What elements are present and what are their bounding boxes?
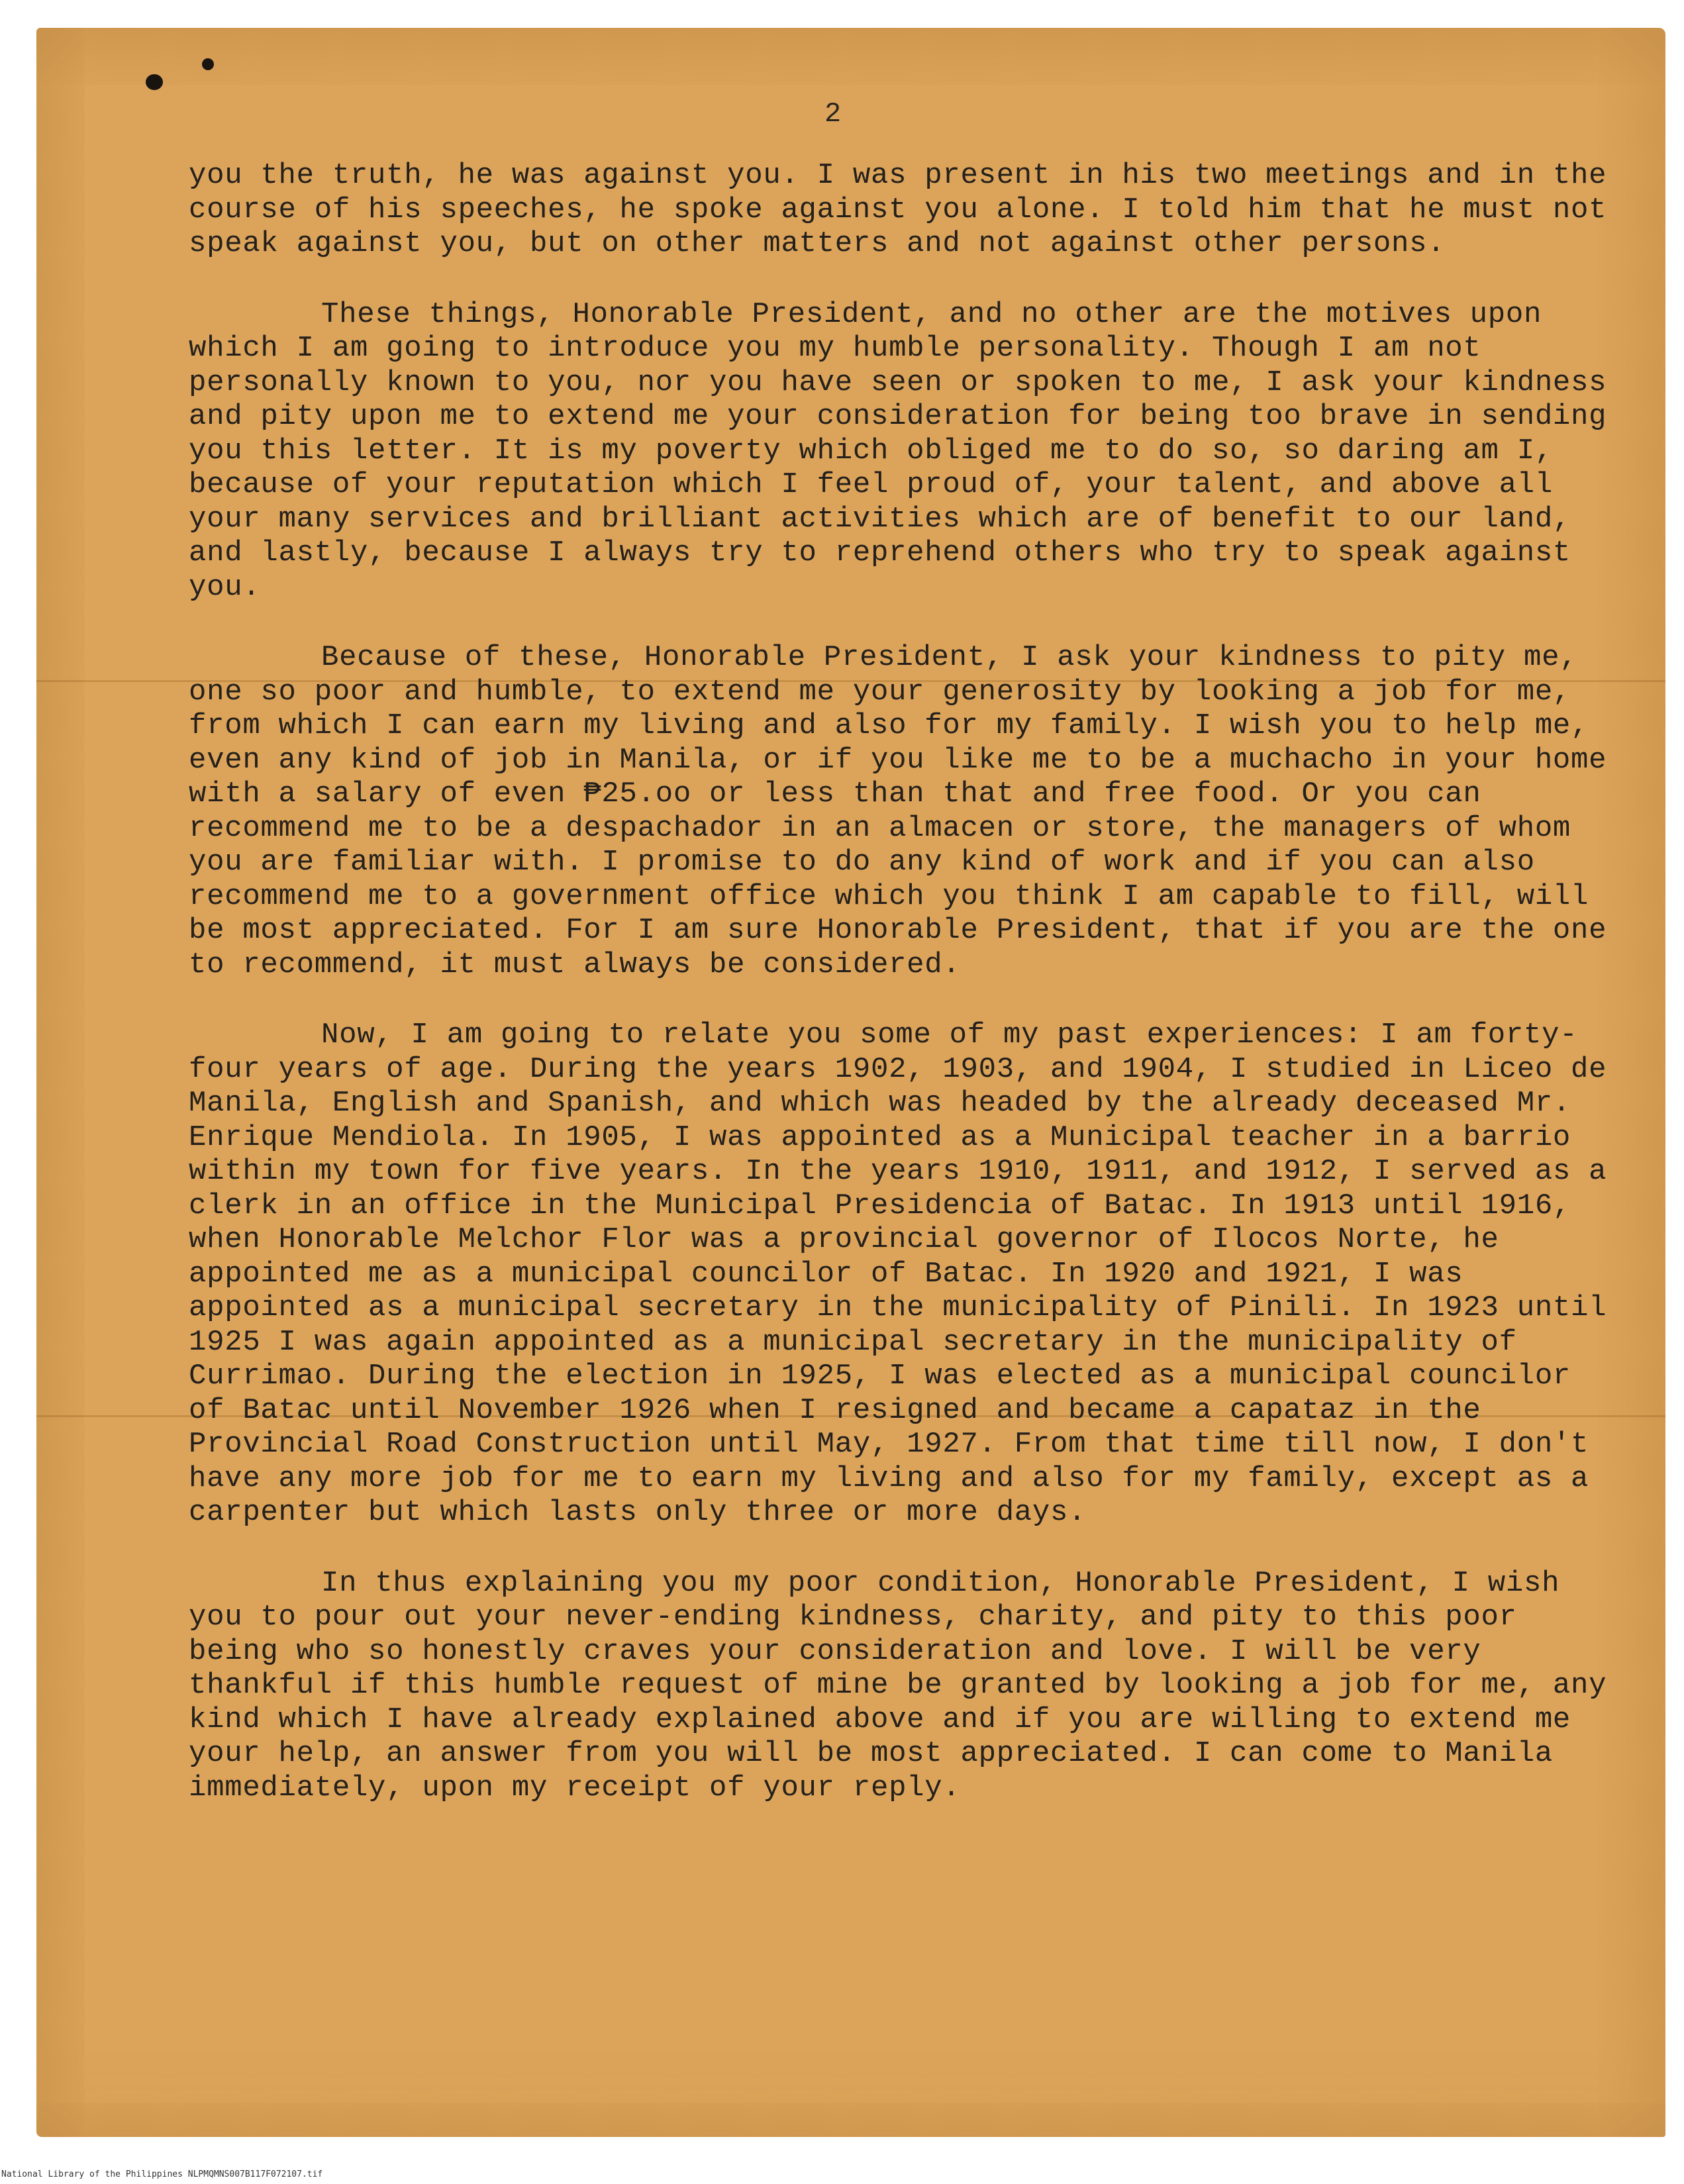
paragraph: Now, I am going to relate you some of my past experiences: I am forty-four years of age. During the years 1902, 1903, and 1904, I studied in Liceo de Manila, English and Spanish, and which was headed by the already deceased Mr. Enrique Mendiola. In 1905, I was appointed as a Municipal teacher in a barrio within my town for five years. In the years 1910, 1911, and 1912, I served as a clerk in an office in the Municipal Presidencia of Batac. In 1913 until 1916, when Honorable Melchor Flor was a provincial governor of Ilocos Norte, he appointed me as a municipal councilor of Batac. In 1920 and 1921, I was appointed as a municipal secretary in the municipality of Pinili. In 1923 until 1925 I was again appointed as a municipal secretary in the municipality of Currimao. During the election in 1925, I was elected as a municipal councilor of Batac until November 1926 when I resigned and became a capataz in the Provincial Road Construction until May, 1927. From that time till now, I don't have any more job for me to earn my living and also for my family, except as a carpenter but which lasts only three or more days.: [189, 1018, 1607, 1529]
paragraph: Because of these, Honorable President, I ask your kindness to pity me, one so poor and humble, to extend me your generosity by looking a job for me, from which I can earn my living and also for my family. I wish you to help me, even any kind of job in Manila, or if you like me to be a muchacho in your home with a salary of even ₱25.oo or less than that and free food. Or you can recommend me to be a despachador in an almacen or store, the managers of whom you are familiar with. I promise to do any kind of work and if you can also recommend me to a government office which you think I am capable to fill, will be most appreciated. For I am sure Honorable President, that if you are the one to recommend, it must always be considered.: [189, 641, 1607, 981]
page-number: 2: [824, 98, 842, 130]
paragraph: you the truth, he was against you. I was present in his two meetings and in the course of his speeches, he spoke against you alone. I told him that he must not speak against you, but on other matters and not against other persons.: [189, 159, 1607, 260]
letter-body: [189, 159, 1619, 1842]
paragraph: These things, Honorable President, and no other are the motives upon which I am going to introduce you my humble personality. Though I am not personally known to you, nor you have seen or spoken to me, I ask your kindness and pity upon me to extend me your consideration for being too brave in sending you this letter. It is my poverty which obliged me to do so, so daring am I, because of your reputation which I feel proud of, your talent, and above all your many services and brilliant activities which are of benefit to our land, and lastly, because I always try to reprehend others who try to speak against you.: [189, 297, 1607, 604]
ink-blot: [202, 58, 214, 70]
ink-blot: [146, 74, 163, 90]
paragraph: In thus explaining you my poor condition, Honorable President, I wish you to pour out your never-ending kindness, charity, and pity to this poor being who so honestly craves your consideration and love. I will be very thankful if this humble request of mine be granted by looking a job for me, any kind which I have already explained above and if you are willing to extend me your help, an answer from you will be most appreciated. I can come to Manila immediately, upon my receipt of your reply.: [189, 1566, 1607, 1805]
archive-footer: National Library of the Philippines NLPMQMNS007B117F072107.tif: [1, 2169, 323, 2179]
